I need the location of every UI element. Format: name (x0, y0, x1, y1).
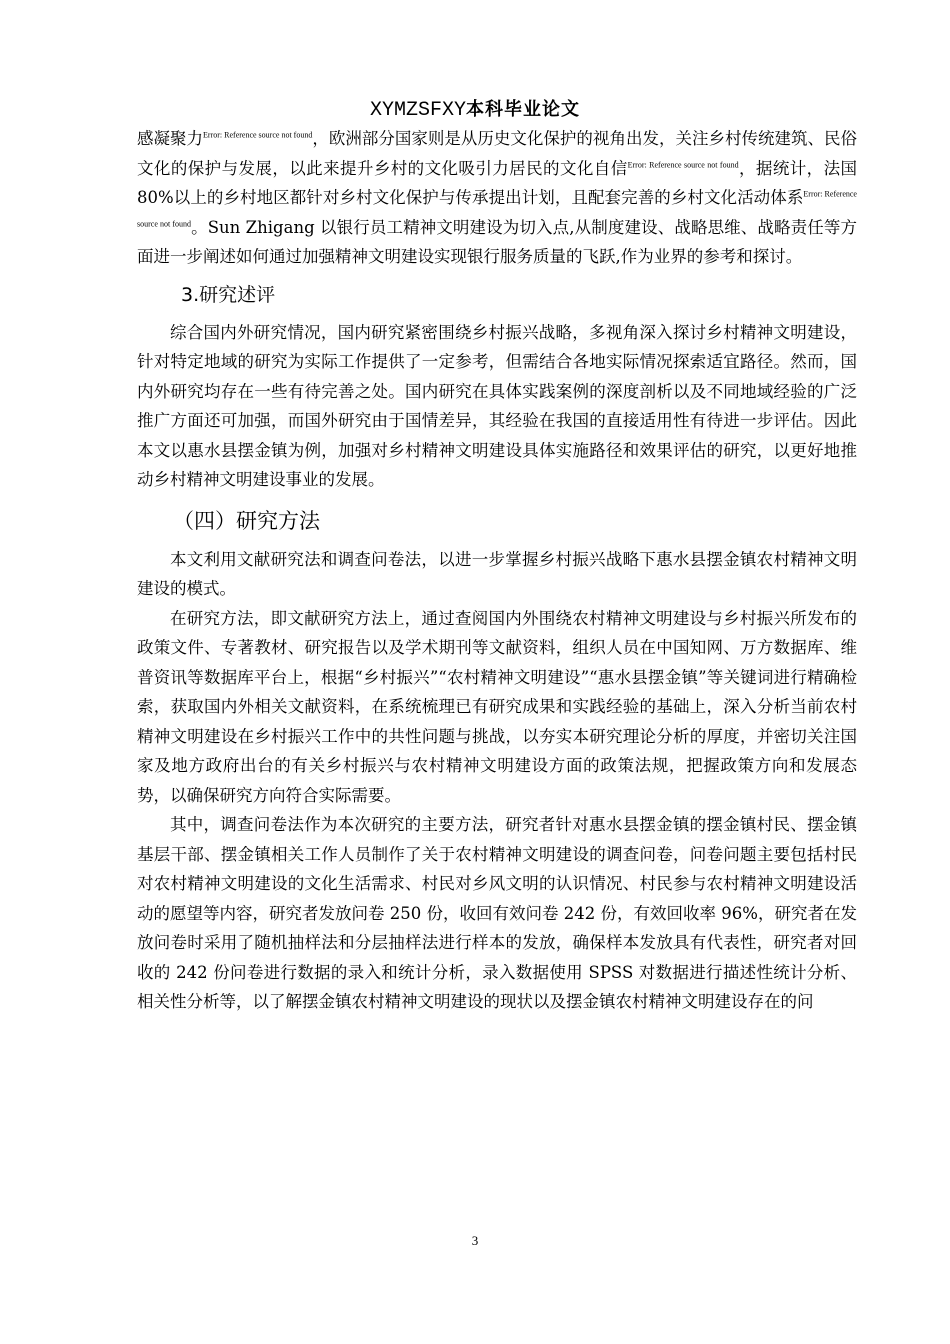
paragraph-method-intro: 本文利用文献研究法和调查问卷法，以进一步掌握乡村振兴战略下惠水县摆金镇农村精神文明建设的模式。 (137, 549, 857, 598)
page-header (0, 95, 950, 124)
paragraph-text: 感凝聚力 (137, 129, 204, 148)
document-body (137, 124, 857, 1017)
reference-error-1: Error: Reference source not found (203, 130, 313, 140)
header-code: XYMZSFXY (369, 99, 466, 122)
paragraph-survey-method: 其中，调查问卷法作为本次研究的主要方法，研究者针对惠水县摆金镇的摆金镇村民、摆金镇基层干部、摆金镇相关工作人员制作了关于农村精神文明建设的调查问卷，问卷问题主要包括村民对农村精神文明建设的文化生活需求、村民对乡风文明的认识情况、村民参与农村精神文明建设活动的愿望等内容，研究者发放问卷 250 份，收回有效问卷 242 份，有效回收率 96%，研究者在发放问卷时采用了随机抽样法和分层抽样法进行样本的发放，确保样本发放具有代表性，研究者对回收的 242 份问卷进行数据的录入和统计分析，录入数据使用 SPSS 对数据进行描述性统计分析、相关性分析等，以了解摆金镇农村精神文明建设的现状以及摆金镇农村精神文明建设存在的问 (137, 815, 857, 1011)
section-heading-review: 3.研究述评 (181, 283, 276, 306)
reference-error-3: Error: Reference source not found (137, 189, 857, 228)
reference-error-2: Error: Reference source not found (627, 160, 739, 169)
paragraph-foreign-research (137, 124, 857, 272)
paragraph-literature-method: 在研究方法，即文献研究方法上，通过查阅国内外围绕农村精神文明建设与乡村振兴所发布的政策文件、专著教材、研究报告以及学术期刊等文献资料，组织人员在中国知网、万方数据库、维普资讯等数据库平台上，根据“乡村振兴”“农村精神文明建设”“惠水县摆金镇”等关键词进行精确检索，获取国内外相关文献资料，在系统梳理已有研究成果和实践经验的基础上，深入分析当前农村精神文明建设在乡村振兴工作中的共性问题与挑战，以夯实本研究理论分析的厚度，并密切关注国家及地方政府出台的有关乡村振兴与农村精神文明建设方面的政策法规，把握政策方向和发展态势，以确保研究方向符合实际需要。 (137, 608, 857, 805)
page-number: 3 (471, 1233, 479, 1248)
paragraph-review: 综合国内外研究情况，国内研究紧密围绕乡村振兴战略，多视角深入探讨乡村精神文明建设，针对特定地域的研究为实际工作提供了一定参考，但需结合各地实际情况探索适宜路径。然而，国内外研究均存在一些有待完善之处。国内研究在具体实践案例的深度剖析以及不同地域经验的广泛推广方面还可加强，而国外研究由于国情差异，其经验在我国的直接适用性有待进一步评估。因此本文以惠水县摆金镇为例，加强对乡村精神文明建设具体实施路径和效果评估的研究，以更好地推动乡村精神文明建设事业的发展。 (137, 322, 857, 489)
header-title: 本科毕业论文 (466, 99, 580, 120)
paragraph-text: 。Sun Zhigang 以银行员工精神文明建设为切入点,从制度建设、战略思维、战略责任等方面进一步阐述如何通过加强精神文明建设实现银行服务质量的飞跃,作为业界的参考和探讨。 (137, 217, 858, 266)
paragraph-text: ，欧洲部分国家则是从历史文化保护的视角出发，关注乡村传统建筑、民俗文化的保护与发展，以此来提升乡村的文化吸引力居民的文化自信 (137, 129, 858, 178)
paragraph-text: ，据统计，法国 80%以上的乡村地区都针对乡村文化保护与传承提出计划，且配套完善的乡村文化活动体系 (137, 158, 858, 207)
section-heading-method: （四）研究方法 (173, 508, 320, 533)
